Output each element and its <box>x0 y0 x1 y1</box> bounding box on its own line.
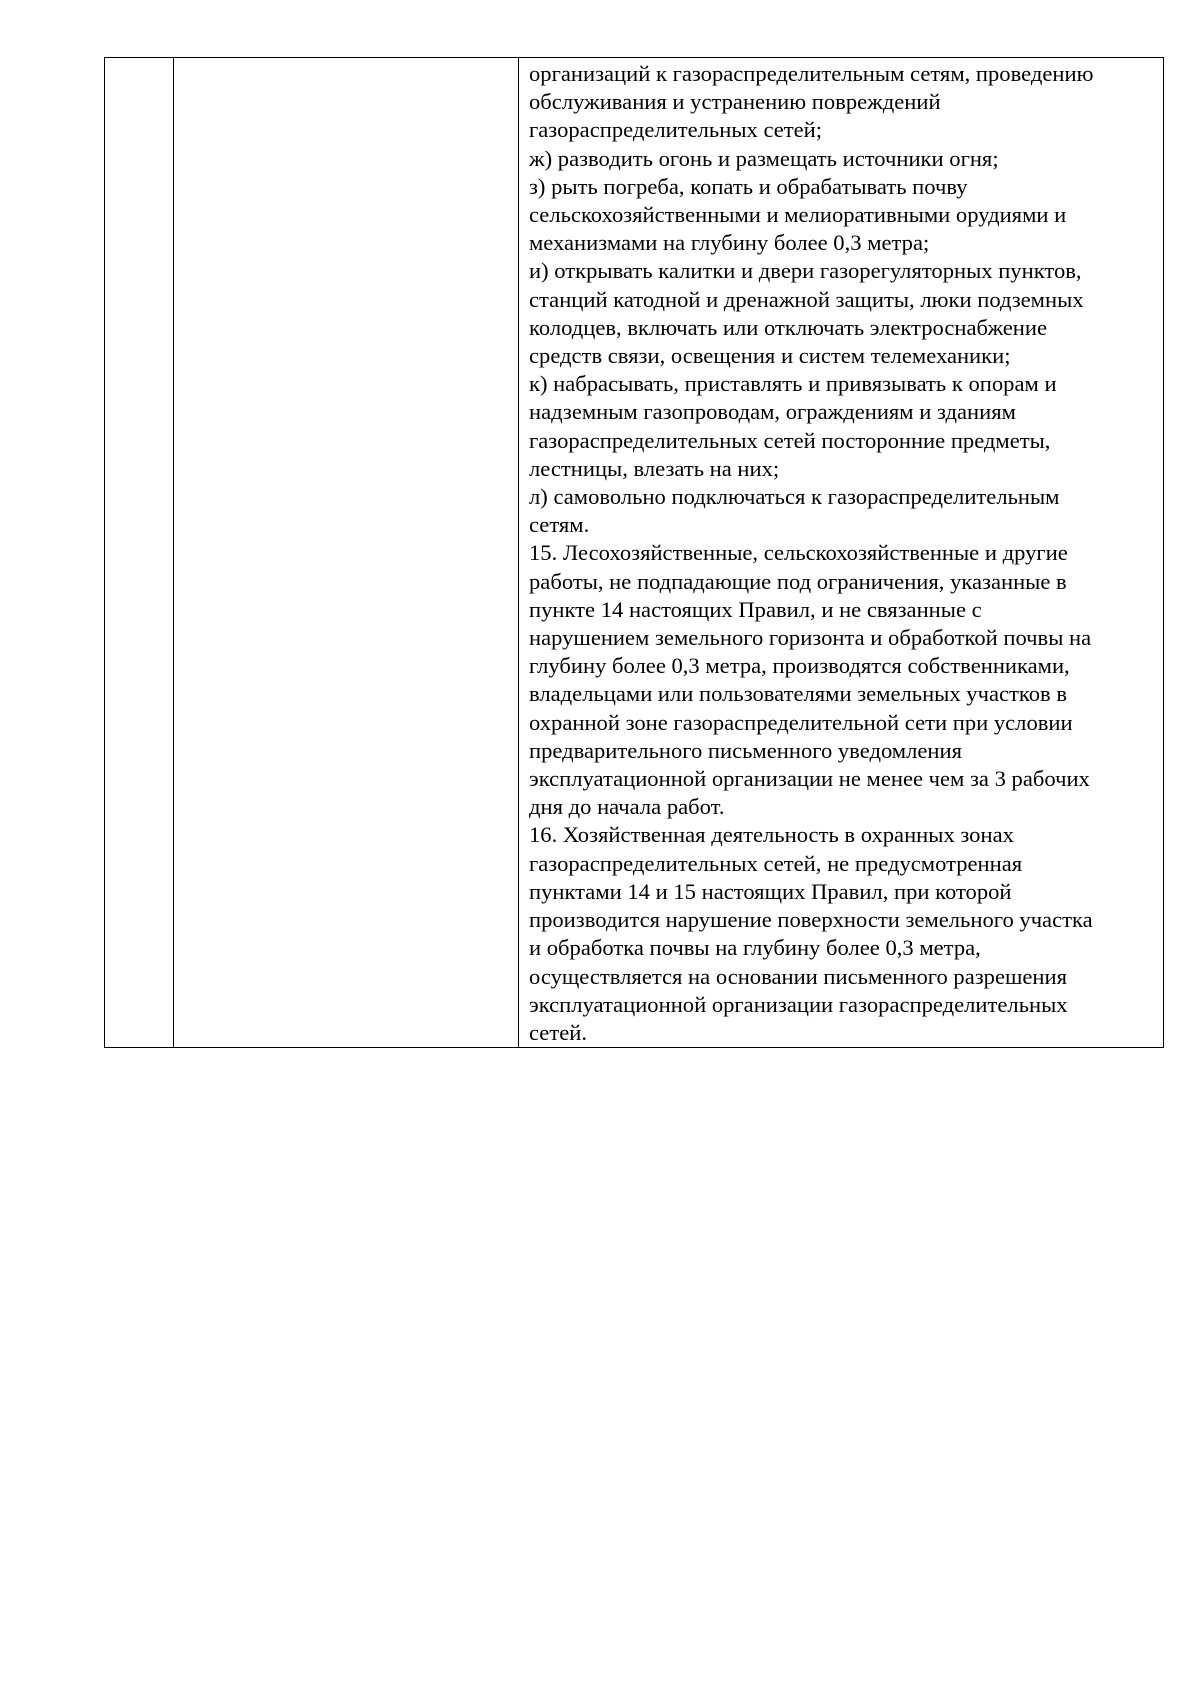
content-line: производится нарушение поверхности земельного участка <box>529 907 1093 933</box>
content-line: и) открывать калитки и двери газорегуляторных пунктов, <box>529 258 1082 284</box>
content-line: пунктами 14 и 15 настоящих Правил, при которой <box>529 878 1012 904</box>
content-line: работы, не подпадающие под ограничения, указанные в <box>529 568 1067 594</box>
content-line: нарушением земельного горизонта и обработкой почвы на <box>529 625 1092 651</box>
cell-text-number <box>105 58 173 60</box>
content-line: колодцев, включать или отключать электроснабжение <box>529 314 1047 340</box>
content-line: сельскохозяйственными и мелиоративными орудиями и <box>529 202 1067 228</box>
content-line: надземным газопроводам, ограждениям и зданиям <box>529 399 1016 425</box>
content-line: газораспределительных сетей, не предусмотренная <box>529 850 1023 876</box>
content-line: осуществляется на основании письменного разрешения <box>529 963 1067 989</box>
content-line: владельцами или пользователями земельных участков в <box>529 681 1067 707</box>
regulation-table <box>104 57 1164 1048</box>
cell-text-title <box>174 58 518 60</box>
content-line: эксплуатационной организации не менее чем за 3 рабочих <box>529 766 1090 792</box>
content-line: з) рыть погреба, копать и обрабатывать почву <box>529 173 968 199</box>
content-line: эксплуатационной организации газораспределительных <box>529 991 1068 1017</box>
content-line: л) самовольно подключаться к газораспределительным <box>529 484 1060 510</box>
content-line: газораспределительных сетей; <box>529 117 823 143</box>
content-line: сетям. <box>529 512 590 538</box>
content-line: предварительного письменного уведомления <box>529 737 962 763</box>
content-line: пункте 14 настоящих Правил, и не связанные с <box>529 596 982 622</box>
content-line: ж) разводить огонь и размещать источники огня; <box>529 145 999 171</box>
content-line: 16. Хозяйственная деятельность в охранных зонах <box>529 822 1014 848</box>
content-line: охранной зоне газораспределительной сети при условии <box>529 709 1073 735</box>
content-line: 15. Лесохозяйственные, сельскохозяйственные и другие <box>529 540 1068 566</box>
content-line: лестницы, влезать на них; <box>529 455 780 481</box>
table-cell-content <box>519 58 1164 1048</box>
table-cell-title <box>174 58 519 1048</box>
table-cell-number <box>105 58 174 1048</box>
content-line: механизмами на глубину более 0,3 метра; <box>529 230 930 256</box>
content-line: станций катодной и дренажной защиты, люки подземных <box>529 286 1084 312</box>
content-line: газораспределительных сетей посторонние предметы, <box>529 427 1051 453</box>
content-line: глубину более 0,3 метра, производятся собственниками, <box>529 653 1070 679</box>
content-line: дня до начала работ. <box>529 794 725 820</box>
content-line: средств связи, освещения и систем телемеханики; <box>529 343 1011 369</box>
content-line: сетей. <box>529 1019 587 1045</box>
content-line: организаций к газораспределительным сетям, проведению <box>529 61 1094 86</box>
table-row <box>105 58 1164 1048</box>
cell-text-content <box>519 58 1163 1047</box>
content-line: обслуживания и устранению повреждений <box>529 89 941 115</box>
content-line: к) набрасывать, приставлять и привязывать к опорам и <box>529 371 1057 397</box>
content-line: и обработка почвы на глубину более 0,3 метра, <box>529 935 981 961</box>
